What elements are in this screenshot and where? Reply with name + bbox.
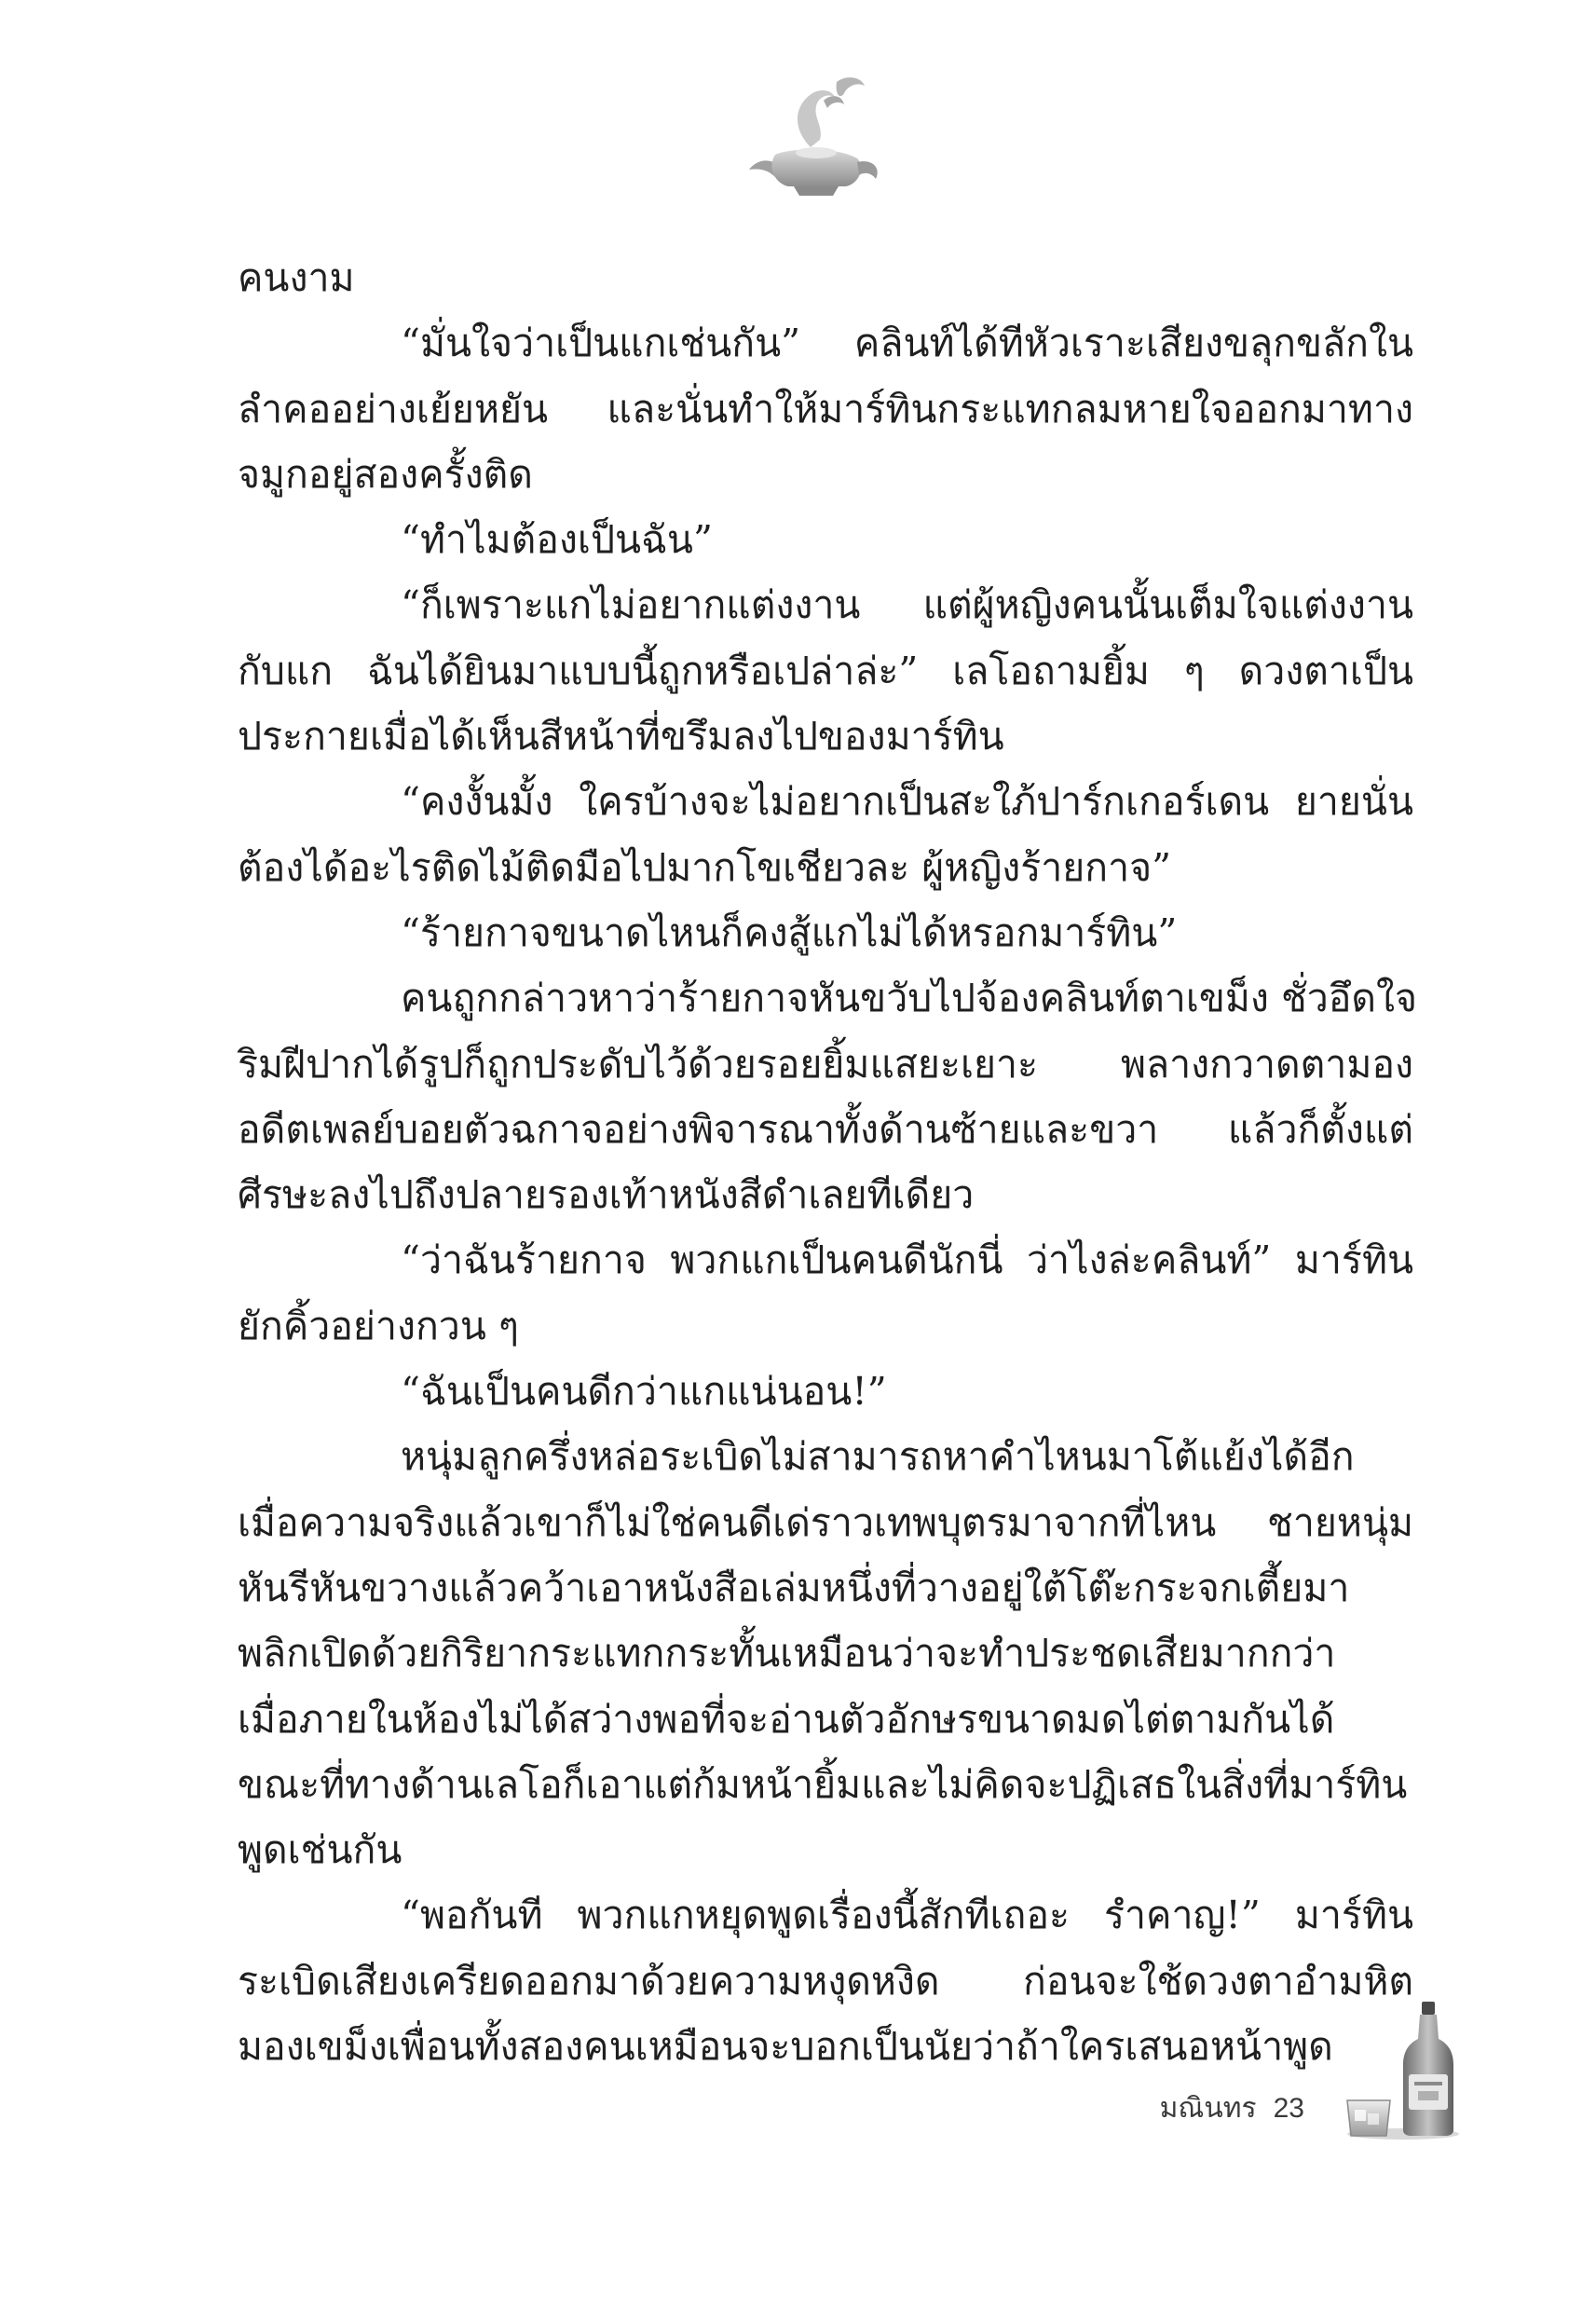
chapter-body <box>238 245 1418 2079</box>
text-line: จมูกอยู่สองครั้งติด <box>238 451 533 497</box>
text-line: “คงงั้นมั้ง ใครบ้างจะไม่อยากเป็นสะใภ้ปาร์กเกอร์เดน ยายนั่น <box>401 779 1413 825</box>
text-line: หันรีหันขวางแล้วคว้าเอาหนังสือเล่มหนึ่งที่วางอยู่ใต้โต๊ะกระจกเตี้ยมา <box>238 1565 1350 1610</box>
page-number: 23 <box>1273 2093 1304 2124</box>
text-line: “พอกันที พวกแกหยุดพูดเรื่องนี้สักทีเถอะ รำคาญ!” มาร์ทิน <box>401 1893 1413 1938</box>
text-line: มองเขม็งเพื่อนทั้งสองคนเหมือนจะบอกเป็นนัยว่าถ้าใครเสนอหน้าพูด <box>238 2024 1333 2070</box>
text-line: “ว่าฉันร้ายกาจ พวกแกเป็นคนดีนักนี่ ว่าไงล่ะคลินท์” มาร์ทิน <box>401 1238 1413 1283</box>
text-line: อดีตเพลย์บอยตัวฉกาจอย่างพิจารณาทั้งด้านซ้ายและขวา แล้วก็ตั้งแต่ <box>238 1106 1413 1152</box>
genie-lamp-icon <box>745 73 885 203</box>
text-line: กับแก ฉันได้ยินมาแบบนี้ถูกหรือเปล่าล่ะ” เลโอถามยิ้ม ๆ ดวงตาเป็น <box>238 648 1413 693</box>
text-line: “ก็เพราะแกไม่อยากแต่งงาน แต่ผู้หญิงคนนั้นเต็มใจแต่งงาน <box>401 582 1413 628</box>
text-line: พลิกเปิดด้วยกิริยากระแทกกระทั้นเหมือนว่าจะทำประชดเสียมากกว่า <box>238 1631 1336 1676</box>
text-line: เมื่อความจริงแล้วเขาก็ไม่ใช่คนดีเด่ราวเทพบุตรมาจากที่ไหน ชายหนุ่ม <box>238 1499 1413 1545</box>
text-line: ต้องได้อะไรติดไม้ติดมือไปมากโขเชียวละ ผู้หญิงร้ายกาจ” <box>238 844 1172 890</box>
text-line: ระเบิดเสียงเครียดออกมาด้วยความหงุดหงิด ก่อนจะใช้ดวงตาอำมหิต <box>238 1958 1413 2003</box>
text-line: พูดเช่นกัน <box>238 1827 402 1873</box>
whiskey-bottle-and-glass-icon <box>1342 2002 1463 2141</box>
text-line: “ทำไมต้องเป็นฉัน” <box>401 517 713 563</box>
text-line: คนถูกกล่าวหาว่าร้ายกาจหันขวับไปจ้องคลินท์ตาเขม็ง ชั่วอึดใจ <box>401 976 1418 1021</box>
text-line: ขณะที่ทางด้านเลโอก็เอาแต่ก้มหน้ายิ้มและไม่คิดจะปฏิเสธในสิ่งที่มาร์ทิน <box>238 1761 1408 1807</box>
text-line: คนงาม <box>238 255 355 300</box>
text-line: “ฉันเป็นคนดีกว่าแกแน่นอน!” <box>401 1369 887 1415</box>
text-line: หนุ่มลูกครึ่งหล่อระเบิดไม่สามารถหาคำไหนมาโต้แย้งได้อีก <box>401 1434 1355 1480</box>
text-line: ลำคออย่างเย้ยหยัน และนั่นทำให้มาร์ทินกระแทกลมหายใจออกมาทาง <box>238 386 1413 431</box>
author-name: มณินทร <box>1159 2093 1257 2124</box>
text-line: ประกายเมื่อได้เห็นสีหน้าที่ขรึมลงไปของมาร์ทิน <box>238 714 1004 759</box>
text-line: ริมฝีปากได้รูปก็ถูกประดับไว้ด้วยรอยยิ้มแสยะเยาะ พลางกวาดตามอง <box>238 1041 1413 1087</box>
text-line: ยักคิ้วอย่างกวน ๆ <box>238 1303 519 1348</box>
page-footer <box>1118 2085 1304 2132</box>
text-line: เมื่อภายในห้องไม่ได้สว่างพอที่จะอ่านตัวอักษรขนาดมดไต่ตามกันได้ <box>238 1696 1335 1742</box>
text-line: “ร้ายกาจขนาดไหนก็คงสู้แกไม่ได้หรอกมาร์ทิน” <box>401 909 1178 955</box>
text-line: ศีรษะลงไปถึงปลายรองเท้าหนังสีดำเลยทีเดียว <box>238 1172 975 1218</box>
text-line: “มั่นใจว่าเป็นแกเช่นกัน” คลินท์ได้ทีหัวเราะเสียงขลุกขลักใน <box>401 321 1413 366</box>
